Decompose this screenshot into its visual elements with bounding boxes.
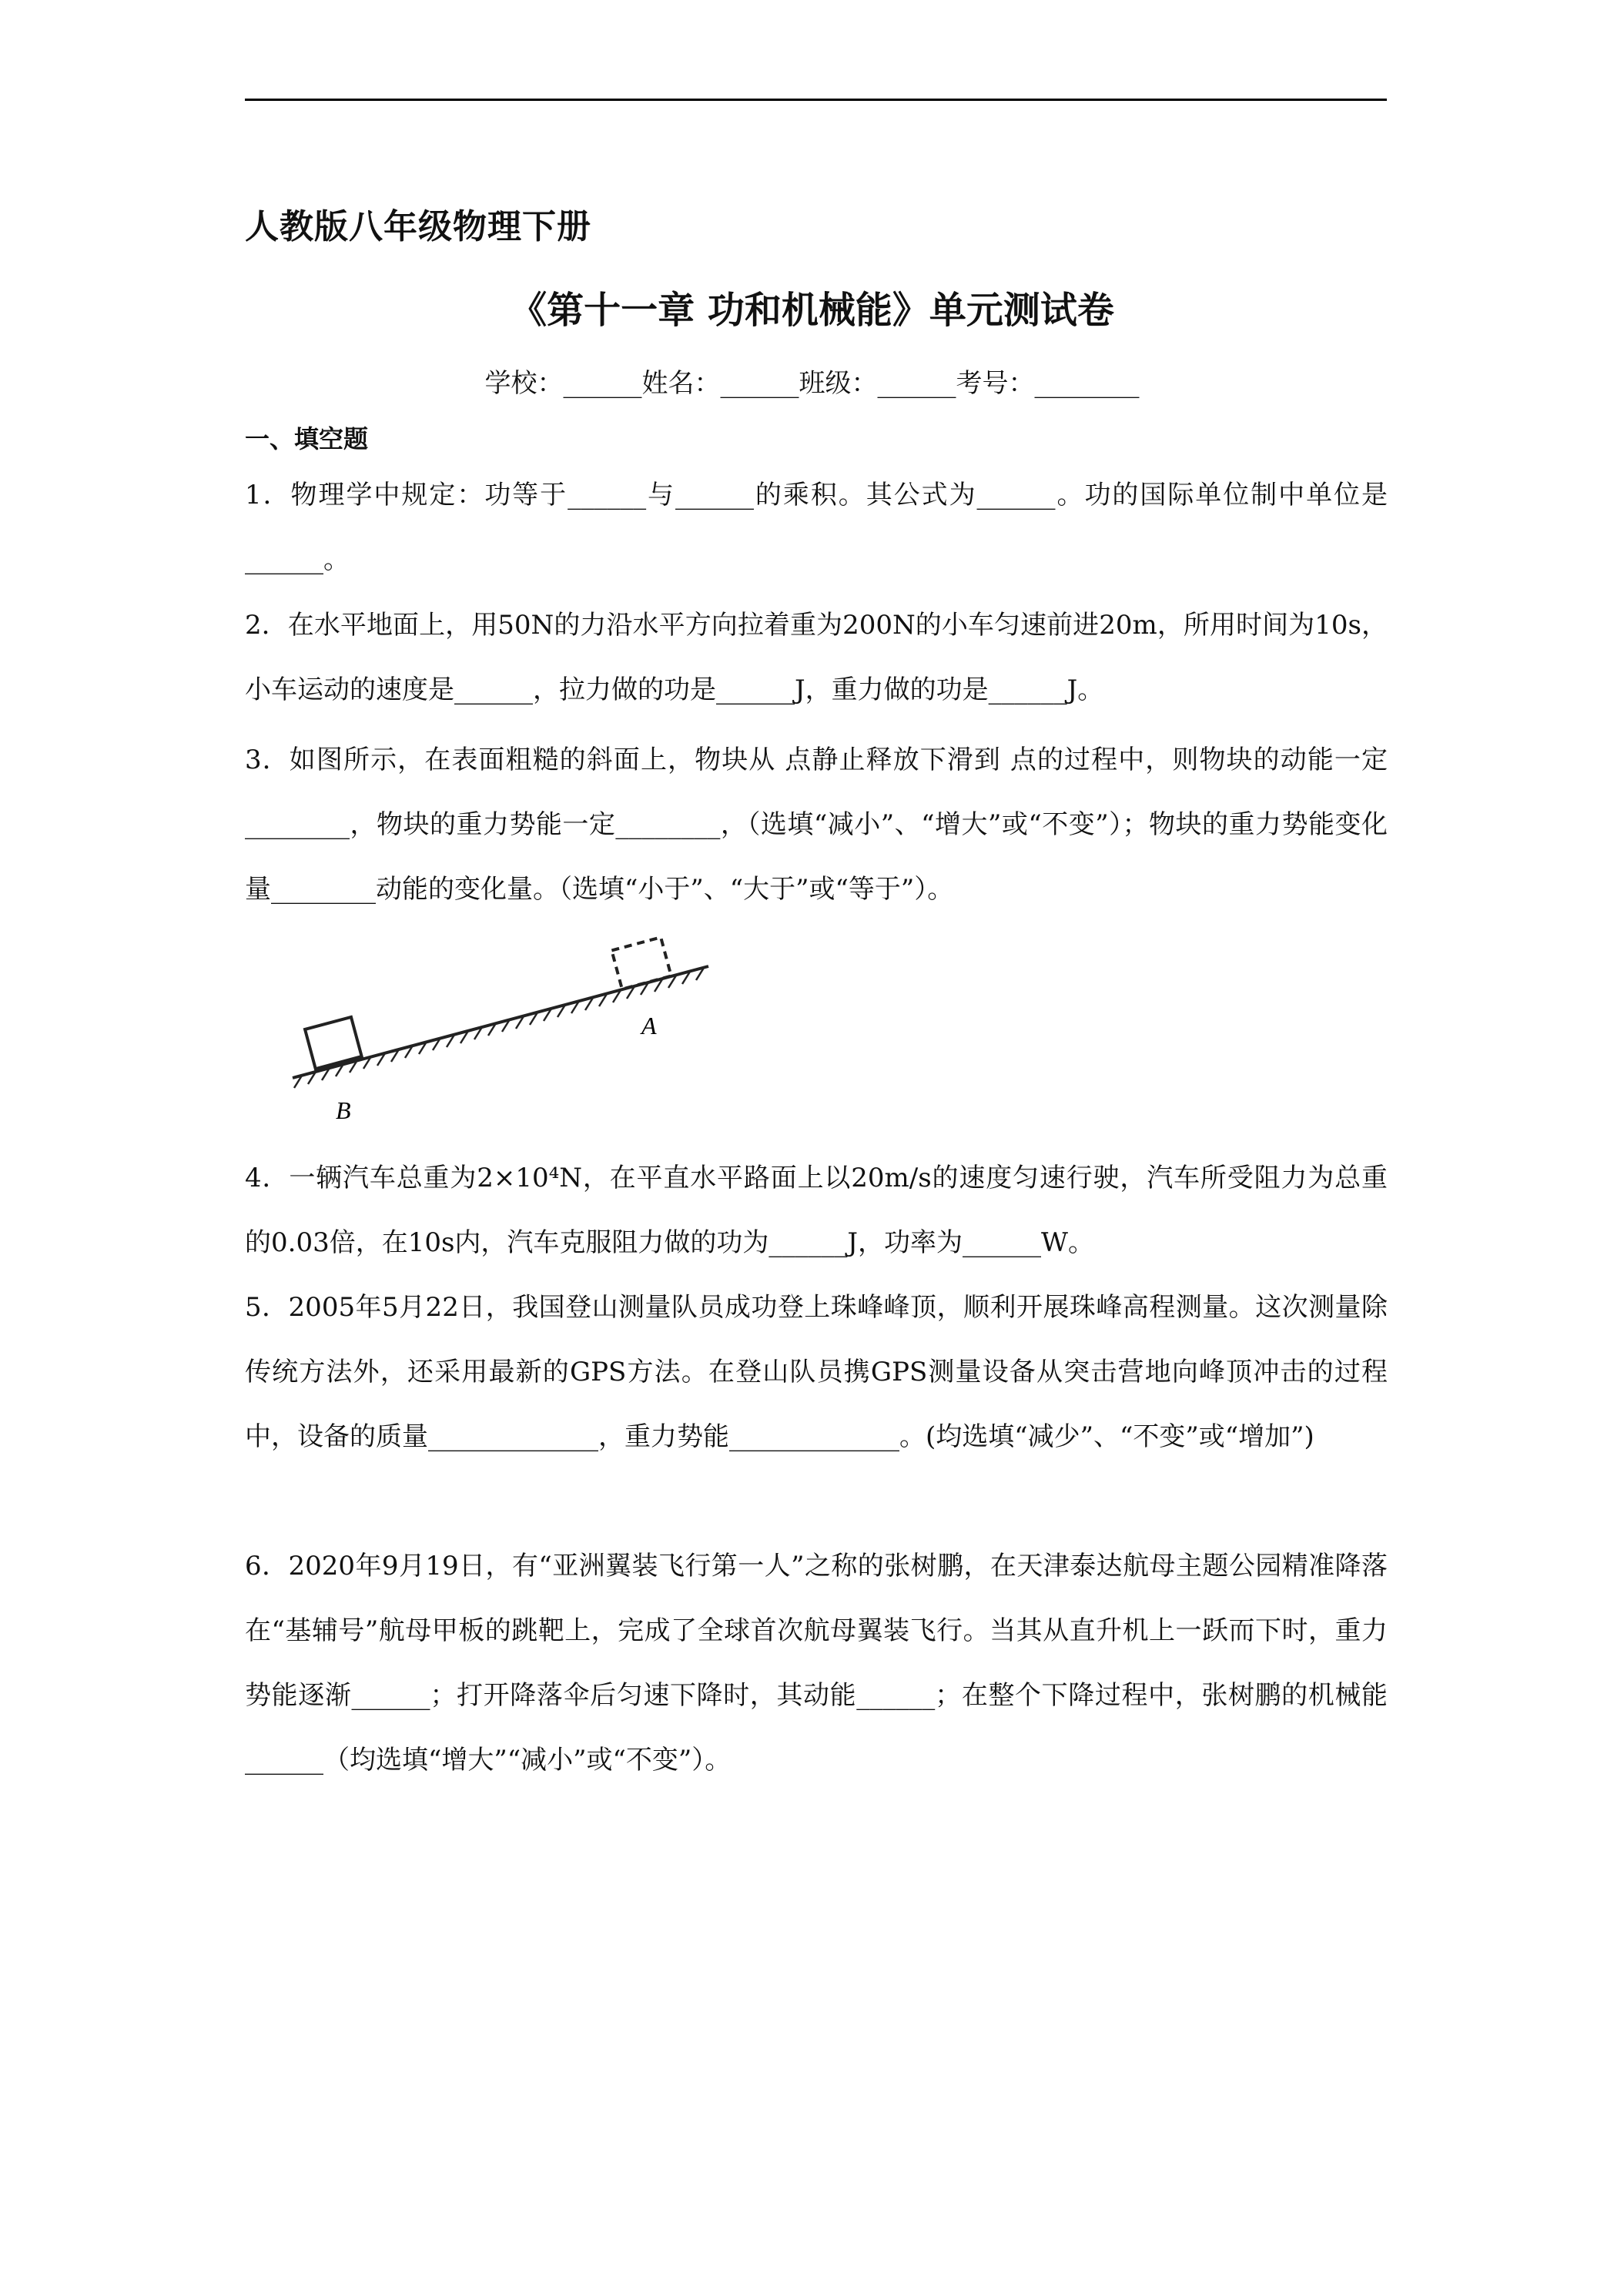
question-6: 6．2020年9月19日，有“亚洲翼装飞行第一人”之称的张树鹏，在天津泰达航母主题公园精准降落在“基辅号”航母甲板的跳靶上，完成了全球首次航母翼装飞行。当其从直升机上一跃而下时，重力势能逐渐______；打开降落伞后匀速下降时，其动能______；在整个下降过程中，张树鹏的机械能______（均选填“增大”“减小”或“不变”）。 [245,1551,1388,1776]
section-heading: 一、填空题 [245,424,369,454]
question-1: 1．物理学中规定：功等于______与______的乘积。其公式为______。功的国际单位制中单位是______。 [245,480,1388,575]
block-a-dashed [611,937,671,989]
header-rule [245,99,1387,101]
label-a: A [641,1012,657,1039]
incline-figure [285,920,762,1132]
label-b: B [336,1096,351,1124]
student-info-line: 学校：______姓名：______班级：______考号：________ [484,368,1140,399]
question-3: 3．如图所示，在表面粗糙的斜面上，物块从 点静止释放下滑到 点的过程中，则物块的动能一定________，物块的重力势能一定________，（选填“减小”、“增大”或“不变”）；物块的重力势能变化量________动能的变化量。（选填“小于”、“大于”或“等于”）。 [245,745,1388,905]
page-title: 《第十一章 功和机械能》单元测试卷 [510,289,1114,332]
question-2: 2．在水平地面上，用50N的力沿水平方向拉着重为200N的小车匀速前进20m，所用时间为10s，小车运动的速度是______，拉力做的功是______J，重力做的功是______J。 [245,610,1388,705]
question-4: 4．一辆汽车总重为2×10⁴N，在平直水平路面上以20m/s的速度匀速行驶，汽车所受阻力为总重的0.03倍，在10s内，汽车克服阻力做的功为______J，功率为______W。 [245,1163,1388,1258]
question-5: 5．2005年5月22日，我国登山测量队员成功登上珠峰峰顶，顺利开展珠峰高程测量。这次测量除传统方法外，还采用最新的GPS方法。在登山队员携GPS测量设备从突击营地向峰顶冲击的过程中，设备的质量_____________，重力势能_____________。(均选填“减少”、“不变”或“增加”) [245,1292,1388,1452]
publisher-line: 人教版八年级物理下册 [245,207,591,246]
